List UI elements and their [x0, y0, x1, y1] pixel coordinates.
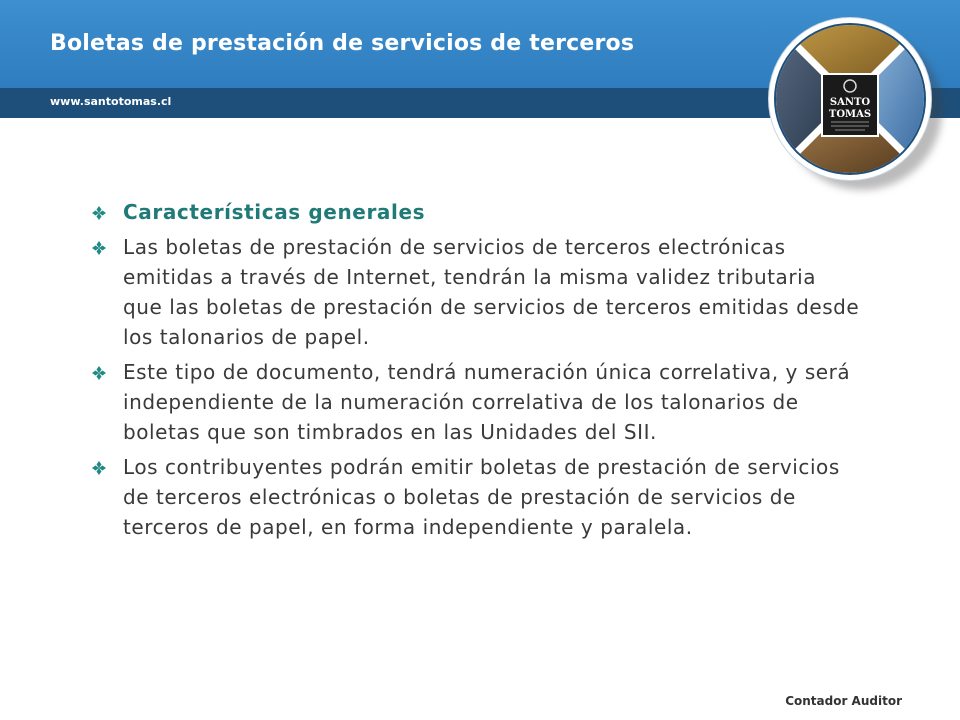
diamond-bullet-icon — [92, 461, 106, 475]
diamond-bullet-icon — [92, 206, 106, 220]
bullet-text: Características generales — [123, 200, 426, 224]
logo-line1: SANTO — [829, 97, 871, 108]
diamond-bullet-icon — [92, 241, 106, 255]
bullet-list — [92, 197, 862, 547]
bullet-text: Los contribuyentes podrán emitir boletas de prestación de servicios de terceros electrónicas o boletas de prestación de servicios de terceros de papel, en forma independiente y paralela. — [123, 455, 840, 539]
logo-line2: TOMAS — [828, 109, 872, 120]
bullet-text: Las boletas de prestación de servicios de terceros electrónicas emitidas a través de Internet, tendrán la misma validez tributaria que las boletas de prestación de servicios de terceros emitidas desde los talonarios de papel. — [123, 235, 860, 349]
bullet-text: Este tipo de documento, tendrá numeración única correlativa, y será independiente de la numeración correlativa de los talonarios de boletas que son timbrados en las Unidades del SII. — [123, 360, 851, 444]
bullet-item — [92, 452, 862, 542]
site-url: www.santotomas.cl — [50, 95, 172, 108]
bullet-item — [92, 357, 862, 447]
slide-title: Boletas de prestación de servicios de terceros — [50, 31, 635, 56]
emblem-graphic — [769, 18, 931, 180]
footer-label: Contador Auditor — [785, 694, 902, 708]
bullet-item — [92, 232, 862, 352]
header-emblem — [769, 18, 931, 180]
bullet-item — [92, 197, 862, 227]
diamond-bullet-icon — [92, 366, 106, 380]
